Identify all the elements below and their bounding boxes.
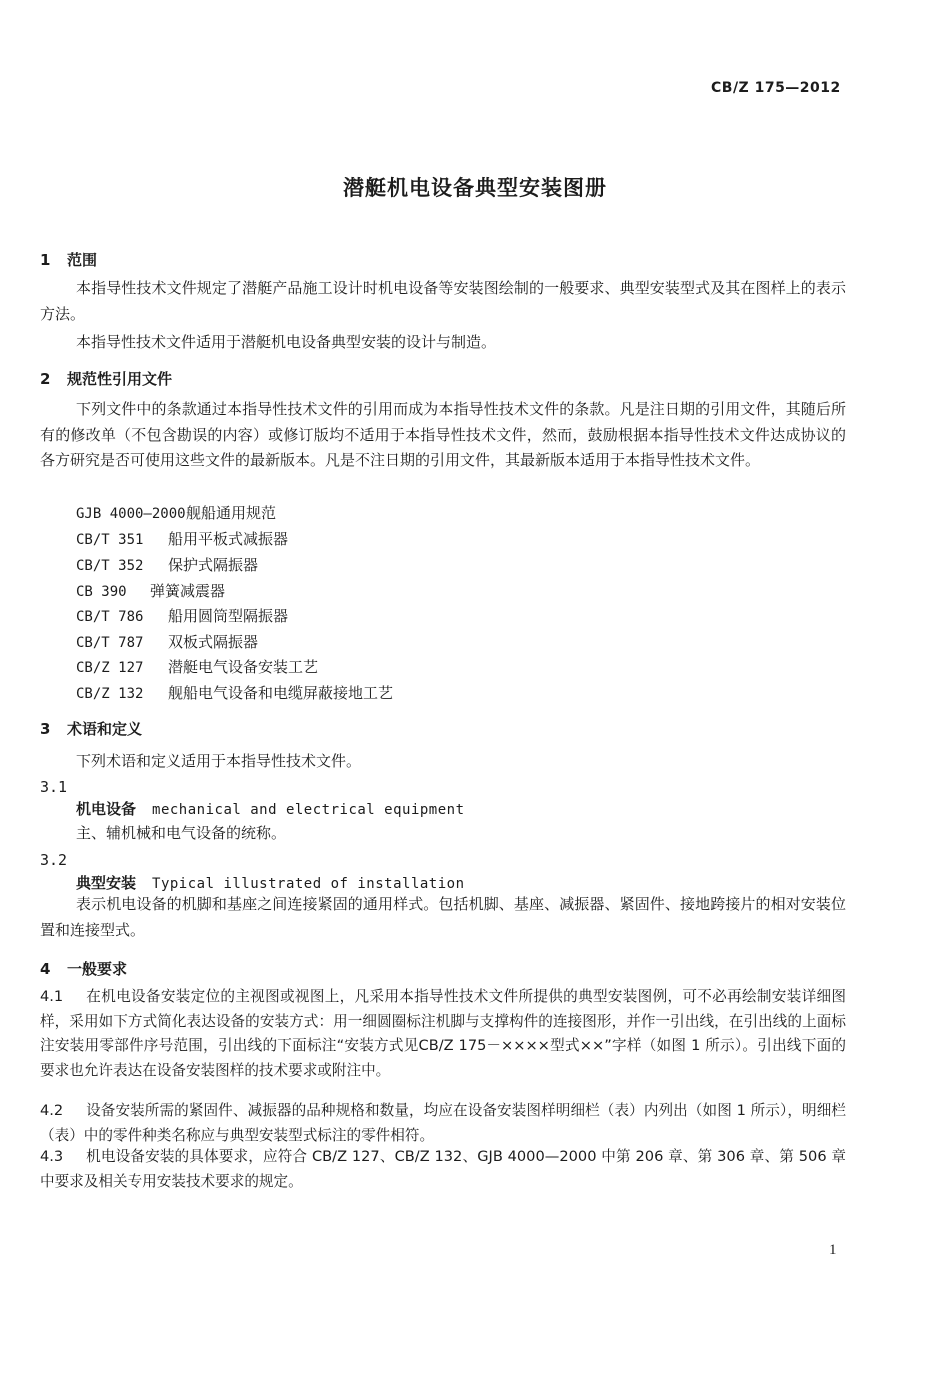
reference-code: GJB 4000—2000	[76, 506, 186, 522]
requirement-text: 在机电设备安装定位的主视图或视图上，凡采用本指导性技术文件所提供的典型安装图例，可不必再绘制安装详细图样，采用如下方式简化表达设备的安装方式：用一细圆圈标注机脚与支撑构件的连接图形，并作一引出线，在引出线的上面标注安装用零部件序号范围，引出线的下面标注“安装方式见CB/Z 175－××××型式××”字样（如图 1 所示）。引出线下面的要求也允许表达在设备安装图样的技术要求或附注中。	[40, 988, 846, 1079]
term-chinese: 机电设备	[76, 800, 137, 818]
section-title: 术语和定义	[67, 720, 143, 738]
requirement-number: 4.2	[40, 1102, 64, 1119]
reference-title: 潜艇电气设备安装工艺	[168, 658, 319, 676]
reference-item	[76, 682, 393, 703]
section-2-paragraph: 下列文件中的条款通过本指导性技术文件的引用而成为本指导性技术文件的条款。凡是注日期的引用文件，其随后所有的修改单（不包含勘误的内容）或修订版均不适用于本指导性技术文件，然而，鼓励根据本指导性技术文件达成协议的各方研究是否可使用这些文件的最新版本。凡是不注日期的引用文件，其最新版本适用于本指导性技术文件。	[40, 400, 846, 469]
reference-code: CB/T 787	[76, 635, 144, 651]
term-entry	[76, 798, 465, 819]
requirement-number: 4.3	[40, 1148, 64, 1165]
reference-item	[76, 631, 258, 652]
reference-code: CB/T 351	[76, 532, 144, 548]
standard-code: CB/Z 175—2012	[711, 80, 841, 96]
section-title: 范围	[67, 251, 98, 269]
section-number: 1	[40, 251, 51, 269]
section-2-heading	[40, 368, 172, 389]
reference-title: 舰船电气设备和电缆屏蔽接地工艺	[168, 684, 394, 702]
term-definition: 表示机电设备的机脚和基座之间连接紧固的通用样式。包括机脚、基座、减振器、紧固件、接地跨接片的相对安装位置和连接型式。	[40, 895, 846, 939]
section-3-intro: 下列术语和定义适用于本指导性技术文件。	[76, 752, 362, 770]
section-1-paragraph-2: 本指导性技术文件适用于潜艇机电设备典型安装的设计与制造。	[76, 333, 497, 351]
section-4-heading	[40, 958, 127, 979]
section-number: 4	[40, 960, 51, 978]
reference-title: 舰船通用规范	[186, 504, 277, 522]
reference-code: CB/T 352	[76, 558, 144, 574]
section-number: 3	[40, 720, 51, 738]
section-title: 一般要求	[67, 960, 128, 978]
term-chinese: 典型安装	[76, 874, 137, 892]
requirement-text: 机电设备安装的具体要求，应符合 CB/Z 127、CB/Z 132、GJB 4000—2000 中第 206 章、第 306 章、第 506 章中要求及相关专用安装技术要求的规定。	[40, 1148, 846, 1190]
requirement-item	[40, 985, 846, 1083]
reference-item	[76, 580, 225, 601]
term-entry	[76, 872, 465, 893]
section-1-heading	[40, 249, 97, 270]
reference-title: 保护式隔振器	[168, 556, 259, 574]
reference-item	[76, 605, 288, 626]
reference-title: 双板式隔振器	[168, 633, 259, 651]
document-title: 潜艇机电设备典型安装图册	[343, 176, 607, 200]
reference-item	[76, 554, 258, 575]
section-title: 规范性引用文件	[67, 370, 173, 388]
requirement-text: 设备安装所需的紧固件、减振器的品种规格和数量，均应在设备安装图样明细栏（表）内列出（如图 1 所示），明细栏（表）中的零件种类名称应与典型安装型式标注的零件相符。	[40, 1102, 846, 1144]
requirement-item	[40, 1099, 846, 1148]
clause-number: 3.1	[40, 778, 68, 796]
reference-item	[76, 528, 288, 549]
reference-code: CB 390	[76, 584, 127, 600]
reference-code: CB/T 786	[76, 609, 144, 625]
section-number: 2	[40, 370, 51, 388]
reference-item	[76, 502, 276, 523]
reference-code: CB/Z 132	[76, 686, 144, 702]
requirement-item	[40, 1145, 846, 1194]
reference-title: 船用平板式减振器	[168, 530, 289, 548]
reference-code: CB/Z 127	[76, 660, 144, 676]
section-3-heading	[40, 718, 142, 739]
section-1-paragraph-1: 本指导性技术文件规定了潜艇产品施工设计时机电设备等安装图绘制的一般要求、典型安装型式及其在图样上的表示方法。	[40, 279, 846, 323]
term-english: Typical illustrated of installation	[152, 876, 465, 892]
page-number: 1	[829, 1242, 837, 1258]
term-definition: 主、辅机械和电气设备的统称。	[76, 824, 287, 842]
requirement-number: 4.1	[40, 988, 64, 1005]
term-english: mechanical and electrical equipment	[152, 802, 465, 818]
reference-title: 船用圆筒型隔振器	[168, 607, 289, 625]
clause-number: 3.2	[40, 851, 68, 869]
reference-title: 弹簧减震器	[150, 582, 226, 600]
reference-item	[76, 656, 318, 677]
